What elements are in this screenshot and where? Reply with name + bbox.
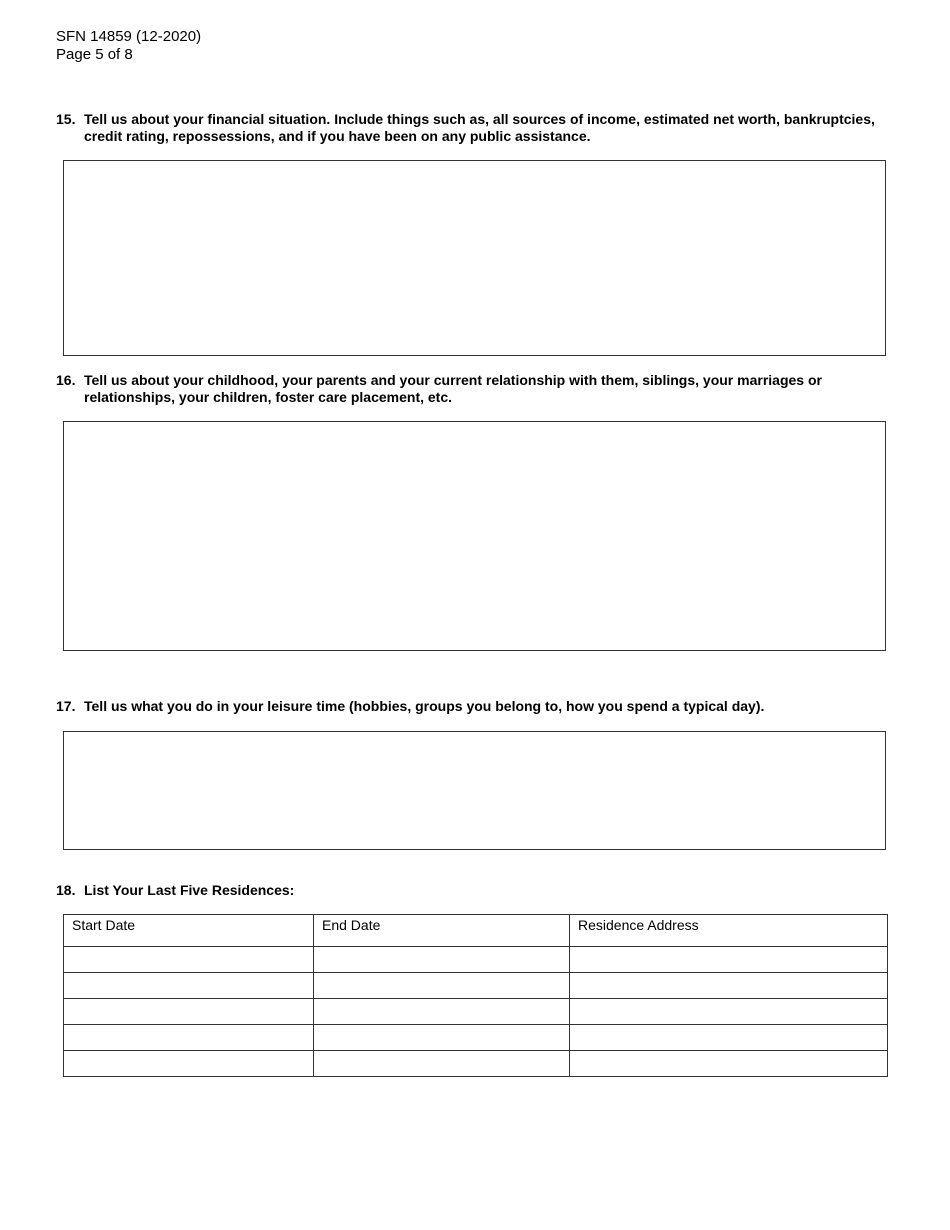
column-header-residence-address: Residence Address — [570, 915, 888, 947]
residence-address-cell[interactable] — [570, 999, 888, 1025]
question-number: 18. — [56, 882, 76, 898]
start-date-cell[interactable] — [64, 999, 314, 1025]
table-row — [64, 999, 888, 1025]
end-date-cell[interactable] — [314, 1025, 570, 1051]
start-date-cell[interactable] — [64, 973, 314, 999]
end-date-cell[interactable] — [314, 947, 570, 973]
residence-address-cell[interactable] — [570, 947, 888, 973]
question-number: 15. — [56, 111, 76, 127]
table-row — [64, 1025, 888, 1051]
residence-address-cell[interactable] — [570, 1025, 888, 1051]
form-id: SFN 14859 (12-2020) — [56, 28, 202, 45]
end-date-cell[interactable] — [314, 1051, 570, 1077]
question-15 — [56, 111, 886, 144]
form-header — [56, 28, 201, 64]
question-16 — [56, 372, 886, 405]
start-date-cell[interactable] — [64, 947, 314, 973]
column-header-end-date: End Date — [314, 915, 570, 947]
table-row — [64, 973, 888, 999]
table-row — [64, 1051, 888, 1077]
leisure-time-answer-field[interactable] — [63, 731, 886, 850]
question-text: Tell us what you do in your leisure time (hobbies, groups you belong to, how you spend a typical day). — [84, 698, 765, 714]
residences-table — [63, 914, 888, 1077]
column-header-start-date: Start Date — [64, 915, 314, 947]
question-18 — [56, 882, 886, 899]
residence-address-cell[interactable] — [570, 1051, 888, 1077]
question-17 — [56, 698, 886, 715]
question-number: 16. — [56, 372, 76, 388]
childhood-family-answer-field[interactable] — [63, 421, 886, 651]
end-date-cell[interactable] — [314, 973, 570, 999]
financial-situation-answer-field[interactable] — [63, 160, 886, 356]
question-text: List Your Last Five Residences: — [84, 882, 295, 898]
start-date-cell[interactable] — [64, 1051, 314, 1077]
residence-address-cell[interactable] — [570, 973, 888, 999]
question-text: Tell us about your childhood, your parents and your current relationship with them, siblings, your marriages or relationships, your children, foster care placement, etc. — [84, 372, 822, 405]
page-number: Page 5 of 8 — [56, 46, 133, 63]
question-number: 17. — [56, 698, 76, 714]
table-header-row — [64, 915, 888, 947]
table-row — [64, 947, 888, 973]
end-date-cell[interactable] — [314, 999, 570, 1025]
start-date-cell[interactable] — [64, 1025, 314, 1051]
question-text: Tell us about your financial situation. Include things such as, all sources of income, estimated net worth, bankruptcies, credit rating, repossessions, and if you have been on any public assistance. — [84, 111, 875, 144]
